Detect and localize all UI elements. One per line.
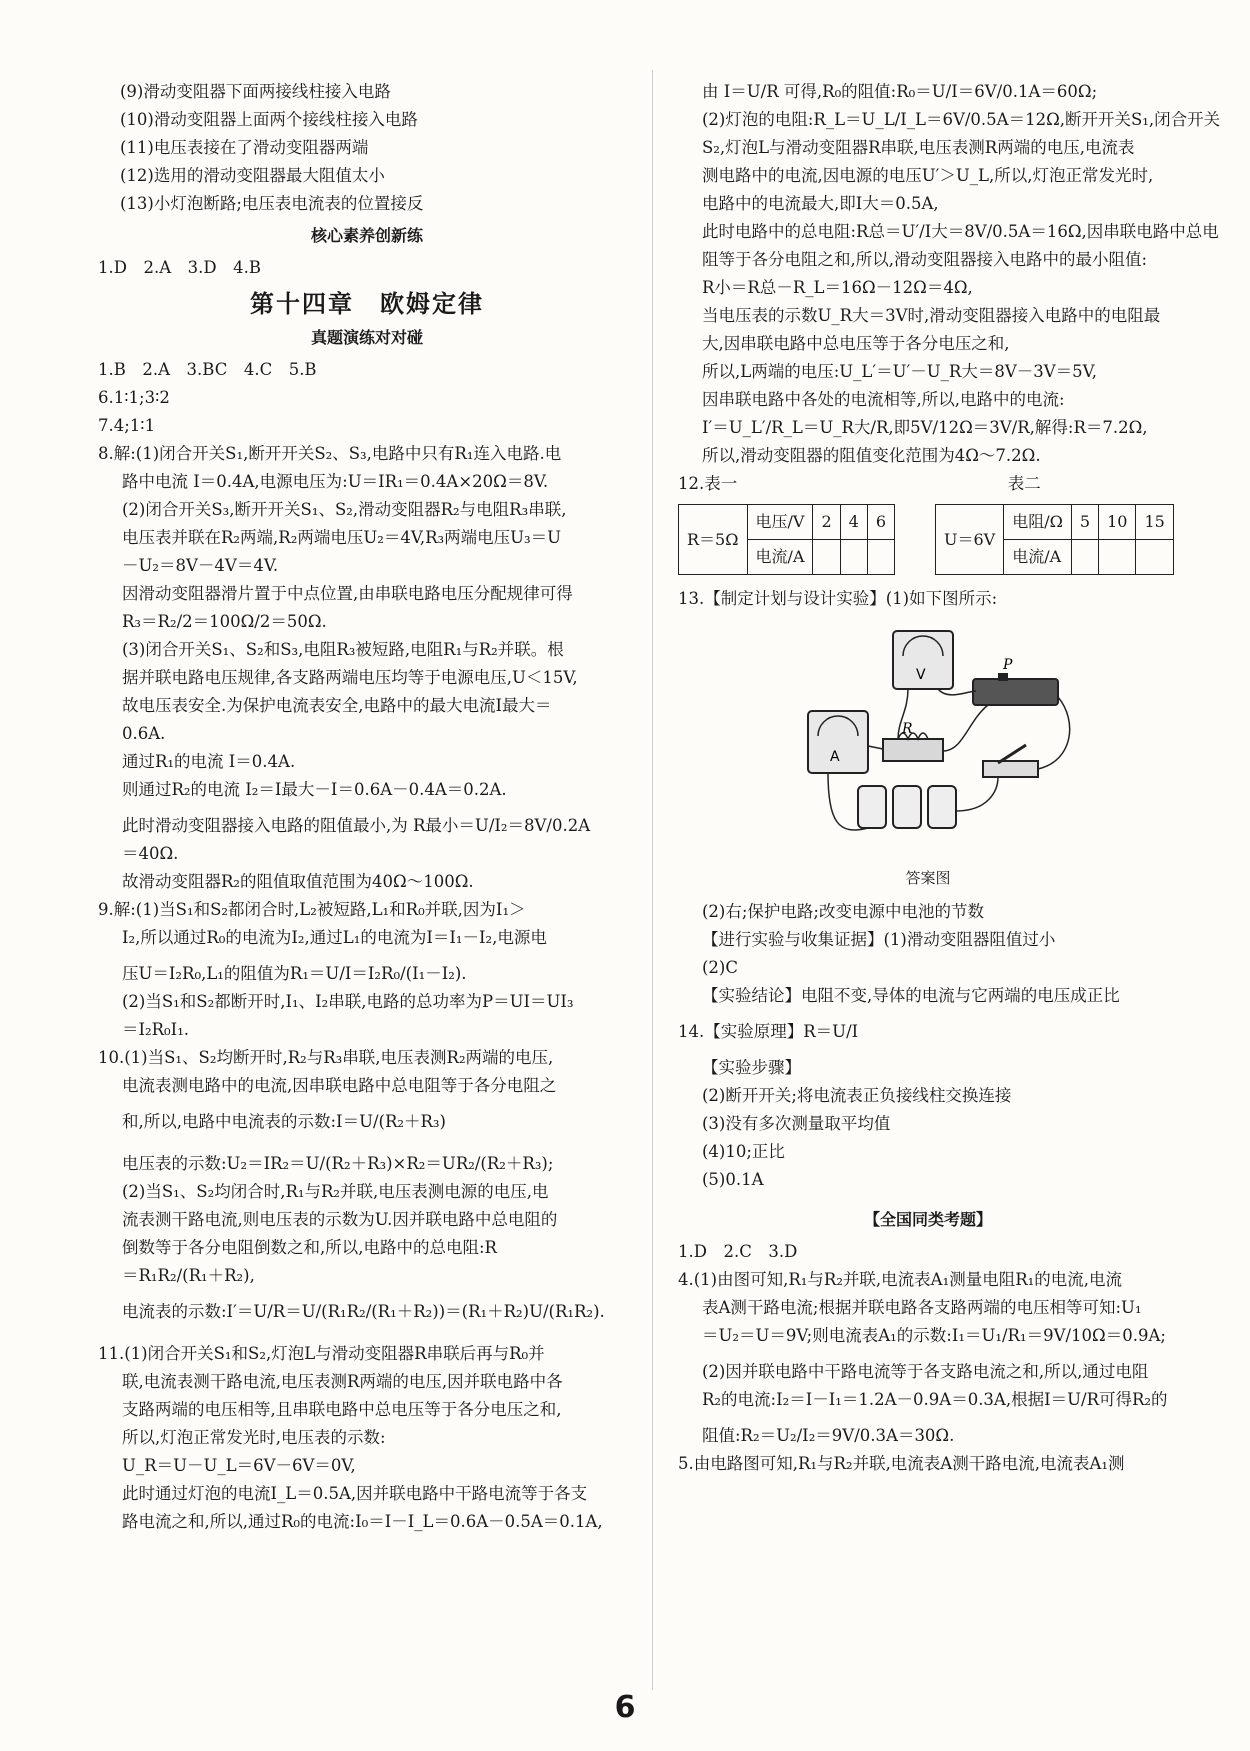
voltmeter-label: V bbox=[916, 667, 926, 683]
chapter-title: 第十四章 欧姆定律 bbox=[250, 290, 484, 318]
rheostat-label: P bbox=[1003, 657, 1013, 673]
answer-line: 电流表的示数:I′＝U/R＝U/(R₁R₂/(R₁＋R₂))＝(R₁＋R₂)U/(R₁R₂). bbox=[122, 1302, 605, 1321]
answer-line: (4)10;正比 bbox=[702, 1142, 785, 1161]
answer-line: 和,所以,电路中电流表的示数:I＝U/(R₂＋R₃) bbox=[122, 1112, 446, 1131]
column-divider bbox=[652, 70, 653, 1690]
table1-cell: 4 bbox=[840, 505, 867, 540]
section-title: 真题演练对对碰 bbox=[310, 328, 423, 347]
table1-label: 12.表一 bbox=[678, 474, 738, 493]
table-one bbox=[678, 504, 895, 575]
table2-row1-header: 电阻/Ω bbox=[1004, 505, 1072, 540]
answer-line: 流表测干路电流,则电压表的示数为U.因并联电路中总电阻的 bbox=[122, 1210, 558, 1229]
answer-line: 路中电流 I＝0.4A,电源电压为:U＝IR₁＝0.4A×20Ω＝8V. bbox=[122, 472, 549, 491]
answer-line: 表A测干路电流;根据并联电路各支路两端的电压相等可知:U₁ bbox=[702, 1298, 1142, 1317]
answer-line: (3)没有多次测量取平均值 bbox=[702, 1114, 891, 1133]
answer-line: 5.由电路图可知,R₁与R₂并联,电流表A测干路电流,电流表A₁测 bbox=[678, 1454, 1125, 1473]
answer-line: 所以,滑动变阻器的阻值变化范围为4Ω～7.2Ω. bbox=[702, 446, 1041, 465]
answer-line: 【进行实验与收集证据】(1)滑动变阻器阻值过小 bbox=[702, 930, 1056, 949]
table1-row2-header: 电流/A bbox=[747, 540, 813, 575]
answer-line: (2)当S₁和S₂都断开时,I₁、I₂串联,电路的总功率为P＝UI＝UI₃ bbox=[122, 992, 574, 1011]
battery-icon bbox=[858, 786, 886, 828]
answer-line: 因串联电路中各处的电流相等,所以,电路中的电流: bbox=[702, 390, 1065, 409]
answer-line: －U₂＝8V－4V＝4V. bbox=[122, 556, 279, 575]
answer-line: 此时通过灯泡的电流I_L＝0.5A,因并联电路中干路电流等于各支 bbox=[122, 1484, 588, 1503]
answer-line: 路电流之和,所以,通过R₀的电流:I₀＝I－I_L＝0.6A－0.5A＝0.1A, bbox=[122, 1512, 603, 1531]
q13-line: 13.【制定计划与设计实验】(1)如下图所示: bbox=[678, 589, 998, 608]
right-column bbox=[678, 78, 1221, 1478]
answer-line: 支路两端的电压相等,且串联电路中总电压等于各分电压之和, bbox=[122, 1400, 562, 1419]
answer-line: 此时滑动变阻器接入电路的阻值最小,为 R最小＝U/I₂＝8V/0.2A bbox=[122, 816, 591, 835]
table2-cell: 5 bbox=[1071, 505, 1098, 540]
battery-icon bbox=[928, 786, 956, 828]
answer-line: 0.6A. bbox=[122, 724, 166, 743]
pre-item: (12)选用的滑动变阻器最大阻值太小 bbox=[120, 166, 385, 185]
table2-row2-header: 电流/A bbox=[1004, 540, 1072, 575]
answer-line: 测电路中的电流,因电源的电压U′＞U_L,所以,灯泡正常发光时, bbox=[702, 166, 1154, 185]
rheostat-icon bbox=[973, 679, 1058, 705]
table1-cell bbox=[813, 540, 840, 575]
answer-line: 据并联电路电压规律,各支路两端电压均等于电源电压,U＜15V, bbox=[122, 668, 578, 687]
answer-line: 阻等于各分电阻之和,所以,滑动变阻器接入电路中的最小阻值: bbox=[702, 250, 1148, 269]
table2-cell bbox=[1071, 540, 1098, 575]
table1-row1-header: 电压/V bbox=[747, 505, 813, 540]
answer-line: 大,因串联电路中总电压等于各分电压之和, bbox=[702, 334, 1010, 353]
answer-line: 电路中的电流最大,即I大＝0.5A, bbox=[702, 194, 939, 213]
table2-u: U＝6V bbox=[936, 505, 1004, 575]
answer-line: ＝R₁R₂/(R₁＋R₂), bbox=[122, 1266, 255, 1285]
table2-cell bbox=[1099, 540, 1136, 575]
pre-item: (10)滑动变阻器上面两个接线柱接入电路 bbox=[120, 110, 418, 129]
table1-cell: 2 bbox=[813, 505, 840, 540]
answer-line: 【实验结论】电阻不变,导体的电流与它两端的电压成正比 bbox=[702, 986, 1120, 1005]
answer-line: 7.4;1∶1 bbox=[98, 416, 156, 435]
table2-cell bbox=[1136, 540, 1173, 575]
answer-line: 由 I＝U/R 可得,R₀的阻值:R₀＝U/I＝6V/0.1A＝60Ω; bbox=[702, 82, 1098, 101]
answer-line: 通过R₁的电流 I＝0.4A. bbox=[122, 752, 296, 771]
page-number: 6 bbox=[614, 1690, 636, 1725]
answer-line: 电压表的示数:U₂＝IR₂＝U/(R₂＋R₃)×R₂＝UR₂/(R₂＋R₃); bbox=[122, 1154, 554, 1173]
ammeter-label: A bbox=[830, 749, 840, 765]
pre-item: (9)滑动变阻器下面两接线柱接入电路 bbox=[120, 82, 391, 101]
answer-line: R₃＝R₂/2＝100Ω/2＝50Ω. bbox=[122, 612, 327, 631]
answer-line: (2)当S₁、S₂均闭合时,R₁与R₂并联,电压表测电源的电压,电 bbox=[122, 1182, 549, 1201]
national-section-title: 【全国同类考题】 bbox=[863, 1210, 992, 1229]
answer-line: 所以,灯泡正常发光时,电压表的示数: bbox=[122, 1428, 386, 1447]
table-two bbox=[935, 504, 1174, 575]
resistor-icon bbox=[883, 739, 943, 761]
answer-line: 所以,L两端的电压:U_L′＝U′－U_R大＝8V－3V＝5V, bbox=[702, 362, 1097, 381]
table1-r: R＝5Ω bbox=[679, 505, 748, 575]
answer-line: 1.D 2.C 3.D bbox=[678, 1242, 798, 1261]
q12-labels bbox=[678, 470, 1178, 498]
answer-line: R小＝R总－R_L＝16Ω－12Ω＝4Ω, bbox=[702, 278, 973, 297]
table2-cell: 10 bbox=[1099, 505, 1136, 540]
table1-cell bbox=[840, 540, 867, 575]
answer-line: 阻值:R₂＝U₂/I₂＝9V/0.3A＝30Ω. bbox=[702, 1426, 955, 1445]
resistor-label: R bbox=[902, 721, 913, 737]
battery-icon bbox=[893, 786, 921, 828]
answer-line: U_R＝U－U_L＝6V－6V＝0V, bbox=[122, 1456, 356, 1475]
table2-cell: 15 bbox=[1136, 505, 1173, 540]
table1-cell bbox=[867, 540, 894, 575]
answer-line: ＝40Ω. bbox=[122, 844, 179, 863]
answer-line: ＝I₂R₀I₁. bbox=[122, 1020, 190, 1039]
answer-line: (2)因并联电路中干路电流等于各支路电流之和,所以,通过电阻 bbox=[702, 1362, 1149, 1381]
answer-line: 联,电流表测干路电流,电压表测R两端的电压,因并联电路中各 bbox=[122, 1372, 563, 1391]
answer-line: (5)0.1A bbox=[702, 1170, 764, 1189]
answer-line: (2)右;保护电路;改变电源中电池的节数 bbox=[702, 902, 984, 921]
table1-cell: 6 bbox=[867, 505, 894, 540]
answer-line: R₂的电流:I₂＝I－I₁＝1.2A－0.9A＝0.3A,根据I＝U/R可得R₂的 bbox=[702, 1390, 1168, 1409]
answer-line: 10.(1)当S₁、S₂均断开时,R₂与R₃串联,电压表测R₂两端的电压, bbox=[98, 1048, 554, 1067]
answer-line: S₂,灯泡L与滑动变阻器R串联,电压表测R两端的电压,电流表 bbox=[702, 138, 1135, 157]
answer-line: 当电压表的示数U_R大＝3V时,滑动变阻器接入电路中的电阻最 bbox=[702, 306, 1161, 325]
answer-line: I′＝U_L′/R_L＝U_R大/R,即5V/12Ω＝3V/R,解得:R＝7.2Ω, bbox=[702, 418, 1148, 437]
answer-line: 6.1∶1;3∶2 bbox=[98, 388, 170, 407]
answer-line: 因滑动变阻器滑片置于中点位置,由串联电路电压分配规律可得 bbox=[122, 584, 573, 603]
pre-item: (13)小灯泡断路;电压表电流表的位置接反 bbox=[120, 194, 424, 213]
figure-caption: 答案图 bbox=[905, 869, 951, 887]
answer-line: 压U＝I₂R₀,L₁的阻值为R₁＝U/I＝I₂R₀/(I₁－I₂). bbox=[122, 964, 467, 983]
answer-line: 【实验步骤】 bbox=[702, 1058, 801, 1077]
answer-line: 电压表并联在R₂两端,R₂两端电压U₂＝4V,R₃两端电压U₃＝U bbox=[122, 528, 562, 547]
q12-tables bbox=[678, 504, 1178, 575]
answer-line: ＝U₂＝U＝9V;则电流表A₁的示数:I₁＝U₁/R₁＝9V/10Ω＝0.9A; bbox=[702, 1326, 1166, 1345]
pre-item: (11)电压表接在了滑动变阻器两端 bbox=[120, 138, 369, 157]
answer-line: (3)闭合开关S₁、S₂和S₃,电阻R₃被短路,电阻R₁与R₂并联。根 bbox=[122, 640, 564, 659]
answer-line: 故电压表安全.为保护电流表安全,电路中的最大电流I最大＝ bbox=[122, 696, 552, 715]
answer-line: 4.(1)由图可知,R₁与R₂并联,电流表A₁测量电阻R₁的电流,电流 bbox=[678, 1270, 1122, 1289]
answer-line: 11.(1)闭合开关S₁和S₂,灯泡L与滑动变阻器R串联后再与R₀并 bbox=[98, 1344, 545, 1363]
answer-line: I₂,所以通过R₀的电流为I₂,通过L₁的电流为I＝I₁－I₂,电源电 bbox=[122, 928, 547, 947]
switch-icon bbox=[983, 761, 1038, 777]
core-section-title: 核心素养创新练 bbox=[310, 226, 423, 245]
table2-label: 表二 bbox=[1007, 474, 1041, 493]
answer-line: 9.解:(1)当S₁和S₂都闭合时,L₂被短路,L₁和R₀并联,因为I₁＞ bbox=[98, 900, 526, 919]
answer-line: 则通过R₂的电流 I₂＝I最大－I＝0.6A－0.4A＝0.2A. bbox=[122, 780, 507, 799]
answer-line: 故滑动变阻器R₂的阻值取值范围为40Ω～100Ω. bbox=[122, 872, 474, 891]
answer-line: 14.【实验原理】R＝U/I bbox=[678, 1022, 859, 1041]
answer-line: 倒数等于各分电阻倒数之和,所以,电路中的总电阻:R bbox=[122, 1238, 497, 1257]
answer-line: (2)C bbox=[702, 958, 738, 977]
answer-line: 1.B 2.A 3.BC 4.C 5.B bbox=[98, 360, 317, 379]
circuit-figure bbox=[798, 621, 1098, 851]
core-answers: 1.D 2.A 3.D 4.B bbox=[98, 258, 261, 277]
answer-line: 电流表测电路中的电流,因串联电路中总电阻等于各分电阻之 bbox=[122, 1076, 557, 1095]
answer-line: (2)断开开关;将电流表正负接线柱交换连接 bbox=[702, 1086, 1012, 1105]
answer-line: 此时电路中的总电阻:R总＝U′/I大＝8V/0.5A＝16Ω,因串联电路中总电 bbox=[702, 222, 1219, 241]
left-column bbox=[98, 78, 636, 1536]
answer-line: (2)闭合开关S₃,断开开关S₁、S₂,滑动变阻器R₂与电阻R₃串联, bbox=[122, 500, 567, 519]
answer-line: 8.解:(1)闭合开关S₁,断开开关S₂、S₃,电路中只有R₁连入电路.电 bbox=[98, 444, 562, 463]
answer-line: (2)灯泡的电阻:R_L＝U_L/I_L＝6V/0.5A＝12Ω,断开开关S₁,闭合开关 bbox=[702, 110, 1221, 129]
